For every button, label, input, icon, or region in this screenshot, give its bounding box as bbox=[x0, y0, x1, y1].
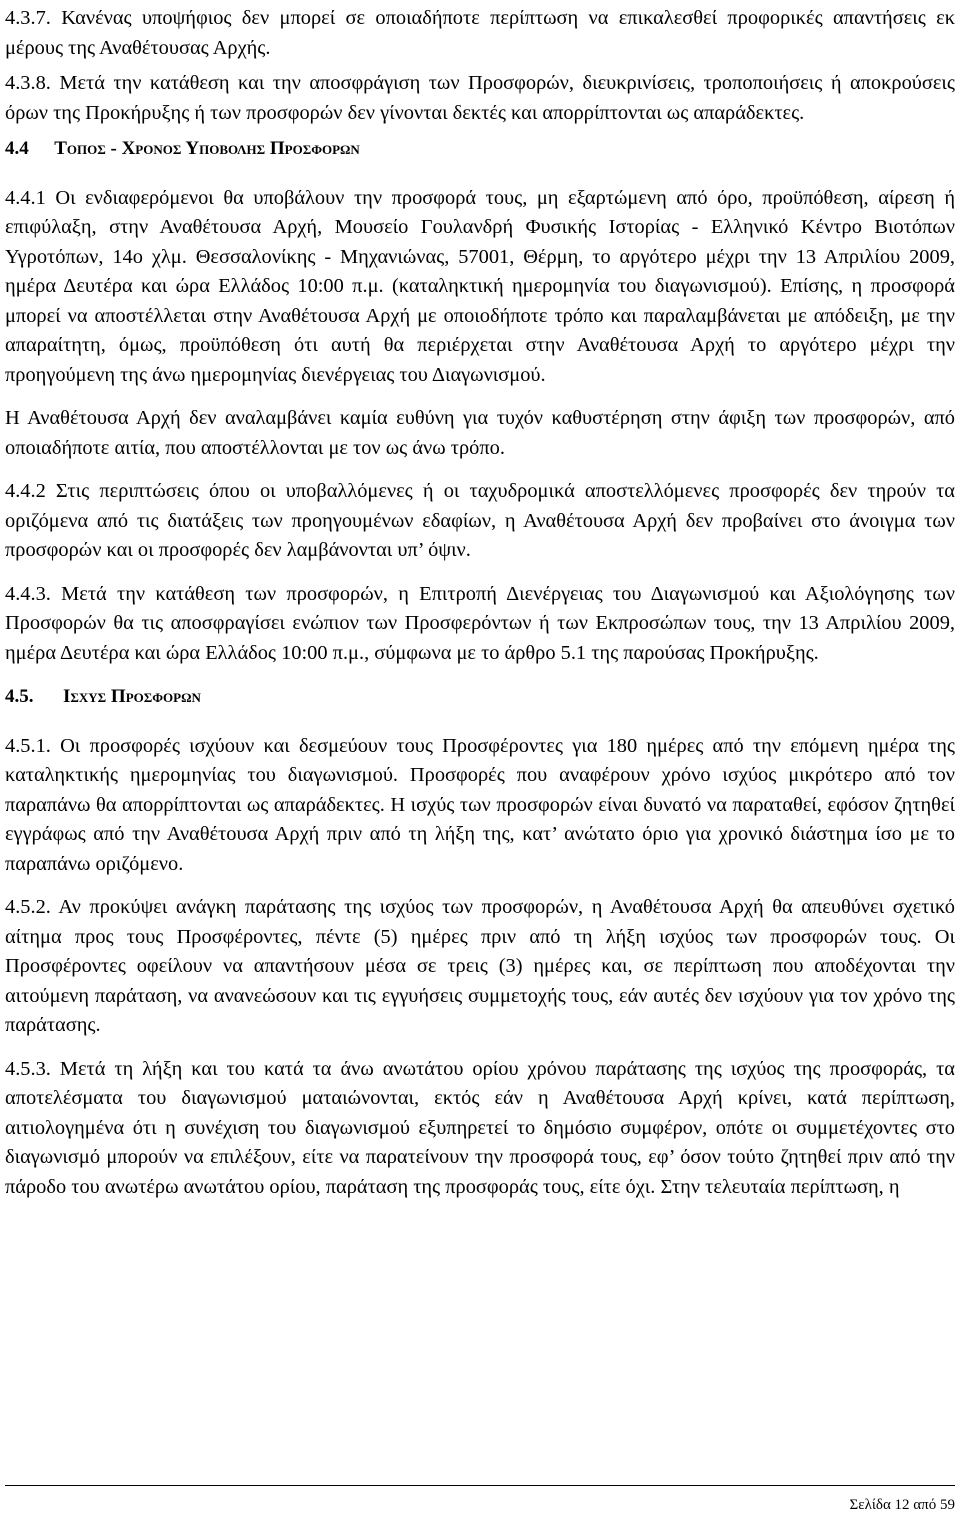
paragraph-4-5-2: 4.5.2. Αν προκύψει ανάγκη παράτασης της ισχύος των προσφορών, η Αναθέτουσα Αρχή θα απευθύνει σχετικό αίτημα προς τους Προσφέροντες, πέντε (5) ημέρες πριν από τη λήξη ισχύος των προσφορών τους. Οι Προσφέροντες οφείλουν να απαντήσουν μέσα σε τρεις (3) ημέρες και, σε περίπτωση που αποδέχονται την αιτούμενη παράταση, να ανανεώσουν και τις εγγυήσεις συμμετοχής τους, εάν αυτές δεν ισχύουν για τον χρόνο της παράτασης. bbox=[5, 896, 955, 1036]
paragraph-4-5-3: 4.5.3. Μετά τη λήξη και του κατά τα άνω ανωτάτου ορίου χρόνου παράτασης της ισχύος της προσφοράς, τα αποτελέσματα του διαγωνισμού ματαιώνονται, εκτός εάν η Αναθέτουσα Αρχή κρίνει, κατά περίπτωση, αιτιολογημένα ότι η συνέχιση του διαγωνισμού εξυπηρετεί το δημόσιο συμφέρον, οπότε οι συμμετέχοντες στο διαγωνισμό μπορούν να επιλέξουν, είτε να παρατείνουν την προσφορά τους, εφ’ όσον τούτο ζητηθεί πριν από την πάροδο του ανωτέρω ανωτάτου ορίου, παράταση της προσφοράς τους, είτε όχι. Στην τελευταία περίπτωση, η bbox=[5, 1057, 955, 1198]
paragraph-4-4-3: 4.4.3. Μετά την κατάθεση των προσφορών, η Επιτροπή Διενέργειας του Διαγωνισμού και Αξιολόγησης των Προσφορών θα τις αποσφραγίσει ενώπιον των Προσφερόντων ή των Εκπροσώπων τους, την 13 Απριλίου 2009, ημέρα Δευτέρα και ώρα Ελλάδος 10:00 π.μ., σύμφωνα με το άρθρο 5.1 της παρούσας Προκήρυξης. bbox=[5, 582, 955, 664]
section-heading-4-4 bbox=[5, 134, 955, 164]
section-heading-4-5 bbox=[5, 682, 955, 712]
section-title-4-5: Ισχυς Προσφορων bbox=[63, 686, 201, 707]
paragraph-4-4-1-continued: Η Αναθέτουσα Αρχή δεν αναλαμβάνει καμία ευθύνη για τυχόν καθυστέρηση στην άφιξη των προσφορών, από οποιαδήποτε αιτία, που αποστέλλονται με τον ως άνω τρόπο. bbox=[5, 407, 955, 459]
section-number-4-5: 4.5. bbox=[5, 686, 34, 707]
footer-divider bbox=[5, 1485, 955, 1486]
paragraph-4-3-7: 4.3.7. Κανένας υποψήφιος δεν μπορεί σε οποιαδήποτε περίπτωση να επικαλεσθεί προφορικές απαντήσεις εκ μέρους της Αναθέτουσας Αρχής. bbox=[5, 7, 955, 59]
section-title-4-4: Τοπος - Χρονος Υποβολης Προσφορων bbox=[54, 138, 360, 159]
paragraph-4-3-8: 4.3.8. Μετά την κατάθεση και την αποσφράγιση των Προσφορών, διευκρινίσεις, τροποποιήσεις ή αποκρούσεις όρων της Προκήρυξης ή των προσφορών δεν γίνονται δεκτές και απορρίπτονται ως απαράδεκτες. bbox=[5, 72, 955, 124]
paragraph-4-4-1: 4.4.1 Οι ενδιαφερόμενοι θα υποβάλουν την προσφορά τους, μη εξαρτώμενη από όρο, προϋπόθεση, αίρεση ή επιφύλαξη, στην Αναθέτουσα Αρχή, Μουσείο Γουλανδρή Φυσικής Ιστορίας - Ελληνικό Κέντρο Βιοτόπων Υγροτόπων, 14ο χλμ. Θεσσαλονίκης - Μηχανιώνας, 57001, Θέρμη, το αργότερο μέχρι την 13 Απριλίου 2009, ημέρα Δευτέρα και ώρα Ελλάδος 10:00 π.μ. (καταληκτική ημερομηνία του διαγωνισμού). Επίσης, η προσφορά μπορεί να αποστέλλεται στην Αναθέτουσα Αρχή με οποιοδήποτε τρόπο και παραλαμβάνεται με απόδειξη, με την απαραίτητη, όμως, προϋπόθεση ότι αυτή θα περιέρχεται στην Αναθέτουσα Αρχή το αργότερο μέχρι την προηγούμενη της άνω ημερομηνίας διενέργειας του Διαγωνισμού. bbox=[5, 186, 955, 386]
page-number: Σελίδα 12 από 59 bbox=[849, 1497, 955, 1513]
document-page bbox=[5, 4, 955, 1202]
section-number-4-4: 4.4 bbox=[5, 138, 29, 159]
paragraph-4-5-1: 4.5.1. Οι προσφορές ισχύουν και δεσμεύουν τους Προσφέροντες για 180 ημέρες από την επόμενη ημέρα της καταληκτικής ημερομηνίας του διαγωνισμού. Προσφορές που αναφέρουν χρόνο ισχύος μικρότερο από τον παραπάνω θα απορρίπτονται ως απαράδεκτες. Η ισχύς των προσφορών είναι δυνατό να παραταθεί, εφόσον ζητηθεί εγγράφως από την Αναθέτουσα Αρχή πριν από τη λήξη της, κατ’ ανώτατο όριο για χρονικό διάστημα ίσο με το παραπάνω οριζόμενο. bbox=[5, 734, 955, 875]
paragraph-4-4-2: 4.4.2 Στις περιπτώσεις όπου οι υποβαλλόμενες ή οι ταχυδρομικά αποστελλόμενες προσφορές δεν τηρούν τα οριζόμενα από τις διατάξεις των προηγουμένων εδαφίων, η Αναθέτουσα Αρχή δεν προβαίνει στο άνοιγμα των προσφορών και οι προσφορές δεν λαμβάνονται υπ’ όψιν. bbox=[5, 480, 955, 561]
